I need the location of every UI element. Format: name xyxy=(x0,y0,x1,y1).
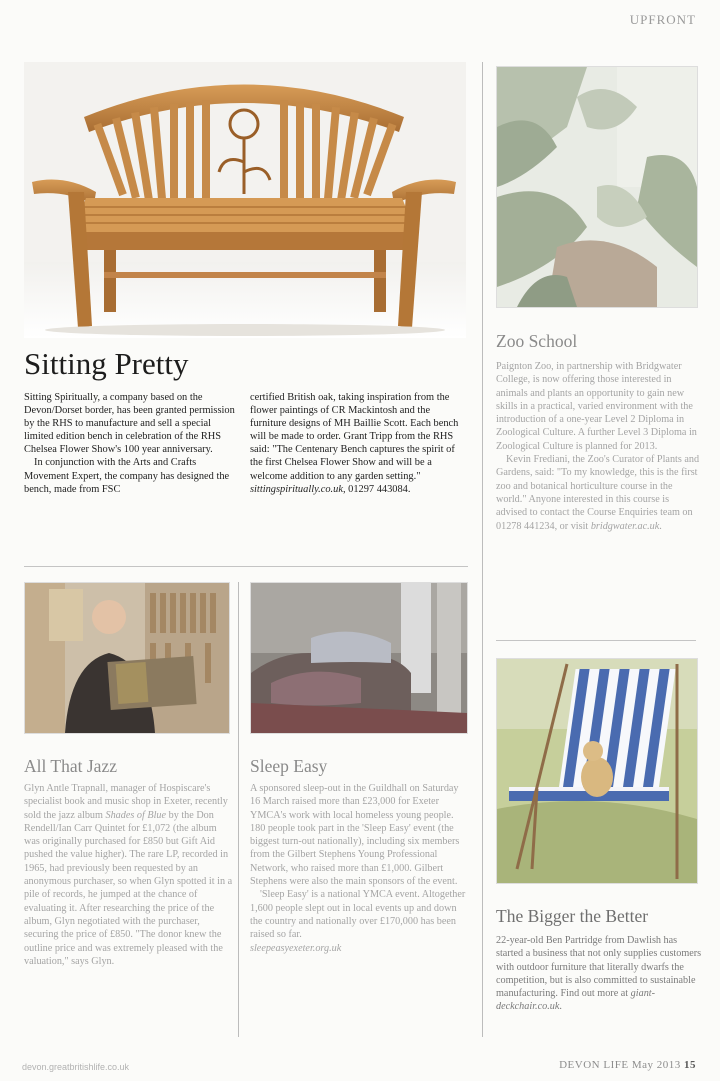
sleep-paragraph-1: A sponsored sleep-out in the Guildhall on Saturday 16 March raised more than £23,000 for Exeter YMCA's work with local homeless young people. 180 people took part in the 'Sleep Easy' event (the biggest turn-out nationally), including six members from the Gilbert Stephens Young Professional Network, who raised more than £1,000. Gilbert Stephens were also the main sponsors of the event. xyxy=(250,783,460,888)
bigger-paragraph: 22-year-old Ben Partridge from Dawlish has started a business that not only supplies customers with outdoor furniture that literally dwarfs the competition, but is also committed to sustainable manufacturing. Find out more at xyxy=(496,935,702,1000)
bigger-better-title: The Bigger the Better xyxy=(496,906,649,926)
sitting-spiritually-link[interactable]: sittingspiritually.co.uk xyxy=(250,483,343,495)
giant-deckchair-link[interactable]: giant-deckchair.co.uk xyxy=(496,988,656,1013)
sleep-easy-title: Sleep Easy xyxy=(250,756,328,776)
all-that-jazz-title: All That Jazz xyxy=(24,756,117,776)
all-that-jazz-body xyxy=(24,782,234,968)
zoo-paragraph-2: Kevin Frediani, the Zoo's Curator of Plants and Gardens, said: "To my knowledge, this is the first zoo and botanical horticulture course in the world." Anyone interested in this course is advised to contact the Course Enquiries team on 01278 441234, or visit xyxy=(496,454,700,532)
jazz-album-title: Shades of Blue xyxy=(105,809,167,821)
column-divider-middle xyxy=(238,582,239,1037)
sitting-pretty-title: Sitting Pretty xyxy=(24,346,189,381)
zoo-end: . xyxy=(659,520,662,532)
sitting-pretty-paragraph-3: certified British oak, taking inspiration from the flower paintings of CR Mackintosh and the furniture designs of MH Baillie Scott. Each bench will be made to order. Grant Tripp from the RHS said: "The Centenary Bench captures the spirit of the first Chelsea Flower Show and will be a welcome addition to any garden setting." xyxy=(250,392,459,482)
sleep-photo xyxy=(250,582,468,734)
sitting-pretty-column-1 xyxy=(24,391,239,496)
right-divider xyxy=(496,640,696,641)
footer-date: May 2013 xyxy=(631,1059,681,1071)
bigger-better-body xyxy=(496,934,702,1014)
deckchair-photo xyxy=(496,658,698,884)
sleep-easy-body xyxy=(250,782,468,955)
bridgwater-link[interactable]: bridgwater.ac.uk xyxy=(590,520,660,532)
zoo-school-title: Zoo School xyxy=(496,331,578,351)
jazz-part-1: Glyn Antle Trapnall, manager of Hospiscare's specialist book and music shop in Exeter, recently sold the jazz album xyxy=(24,783,228,821)
bigger-end: . xyxy=(559,1001,562,1013)
sitting-pretty-column-2 xyxy=(250,391,468,496)
sleep-paragraph-2: 'Sleep Easy' is a national YMCA event. Altogether 1,600 people slept out in local events up and down the country and nationally over £170,000 has been raised so far. xyxy=(250,889,466,941)
sitting-pretty-paragraph-1: Sitting Spiritually, a company based on the Devon/Dorset border, has been granted permission by the RHS to manufacture and sell a special limited edition bench in celebration of the RHS Chelsea Flower Show's 100 year anniversary. xyxy=(24,392,235,456)
page-number: 15 xyxy=(684,1059,696,1071)
footer-folio xyxy=(559,1059,696,1071)
footer-magazine: DEVON LIFE xyxy=(559,1059,629,1071)
column-divider-right xyxy=(482,62,483,1037)
zoo-school-body xyxy=(496,360,702,533)
zoo-photo xyxy=(496,66,698,308)
jazz-photo xyxy=(24,582,230,734)
bench-photo xyxy=(24,62,466,338)
section-tag: UPFRONT xyxy=(629,12,696,27)
sitting-phone: , 01297 443084. xyxy=(342,483,411,495)
zoo-paragraph-1: Paignton Zoo, in partnership with Bridgwater College, is now offering those interested in animals and plants an opportunity to gain new skills in a practical, varied environment with the introduction of a one-year Level 2 Diploma in Zoological Culture. A further Level 3 Diploma in Zoological Culture is planned for 2013. xyxy=(496,361,697,452)
sleep-easy-link[interactable]: sleepeasyexeter.org.uk xyxy=(250,942,342,954)
jazz-part-2: by the Don Rendell/Ian Carr Quintet for £1,072 (the album was originally purchased for £850 but Gift Aid pushed the value higher). The rare LP, recorded in 1965, had previously been requested by an anonymous purchaser, so when Glyn spotted it in a pile of records, he jumped at the chance of evaluating it. After researching the price of the album, Glyn negotiated with the purchaser, securing the price of £850. "The donor knew the outline price and was extremely pleased with the valuation," says Glyn. xyxy=(24,809,233,967)
mid-divider xyxy=(24,566,468,567)
sitting-pretty-paragraph-2: In conjunction with the Arts and Crafts Movement Expert, the company has designed the bench, made from FSC xyxy=(24,457,230,495)
footer-url: devon.greatbritishlife.co.uk xyxy=(22,1062,130,1072)
